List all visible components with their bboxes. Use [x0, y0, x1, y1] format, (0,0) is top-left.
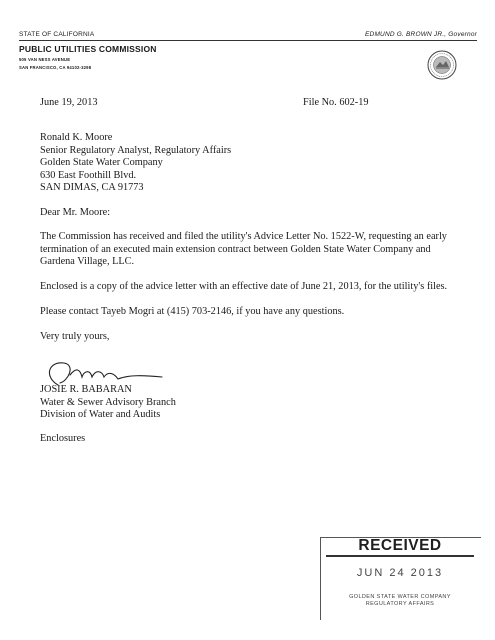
stamp-heading: RECEIVED — [358, 537, 442, 554]
recipient-title: Senior Regulatory Analyst, Regulatory Affairs — [40, 144, 232, 156]
signature-block — [40, 384, 176, 422]
letterhead-top-line — [19, 31, 477, 38]
stamp-company — [320, 594, 480, 607]
recipient-company: Golden State Water Company — [40, 157, 163, 168]
signer-division: Division of Water and Audits — [40, 409, 161, 420]
signer-name: JOSIE R. BABARAN — [40, 384, 132, 395]
stamp-company-line-1: GOLDEN STATE WATER COMPANY — [349, 594, 451, 600]
stamp-date: JUN 24 2013 — [356, 567, 444, 579]
state-seal-icon — [427, 50, 457, 80]
stamp-rule — [326, 555, 474, 557]
recipient-block — [40, 132, 231, 195]
file-number: File No. 602-19 — [303, 97, 369, 108]
letter-date: June 19, 2013 — [40, 97, 98, 108]
salutation: Dear Mr. Moore: — [40, 207, 111, 218]
paragraph-1-line-3: Gardena Village, LLC. — [40, 256, 135, 267]
governor-label: EDMUND G. BROWN JR., Governor — [365, 31, 477, 38]
paragraph-3: Please contact Tayeb Mogri at (415) 703-2146, if you have any questions. — [40, 306, 345, 317]
agency-name: PUBLIC UTILITIES COMMISSION — [19, 44, 157, 54]
recipient-street: 630 East Foothill Blvd. — [40, 169, 137, 181]
agency-address-city: SAN FRANCISCO, CA 94102-3298 — [19, 65, 92, 70]
signer-branch: Water & Sewer Advisory Branch — [40, 396, 176, 408]
agency-address-street: 505 VAN NESS AVENUE — [19, 57, 71, 62]
state-label: STATE OF CALIFORNIA — [19, 31, 95, 38]
stamp-company-line-2: REGULATORY AFFAIRS — [365, 600, 435, 607]
recipient-city: SAN DIMAS, CA 91773 — [40, 182, 144, 193]
paragraph-1 — [40, 231, 447, 269]
closing: Very truly yours, — [40, 331, 110, 342]
recipient-name: Ronald K. Moore — [40, 132, 113, 143]
paragraph-2: Enclosed is a copy of the advice letter with an effective date of June 21, 2013, for the utility's files. — [40, 281, 448, 292]
received-stamp — [320, 537, 480, 619]
letterhead-rule — [19, 40, 477, 41]
paragraph-1-line-2: termination of an executed main extension contract between Golden State Water Company and — [40, 243, 431, 255]
paragraph-1-line-1: The Commission has received and filed the utility's Advice Letter No. 1522-W, requesting an early — [40, 231, 447, 242]
enclosures: Enclosures — [40, 433, 86, 444]
